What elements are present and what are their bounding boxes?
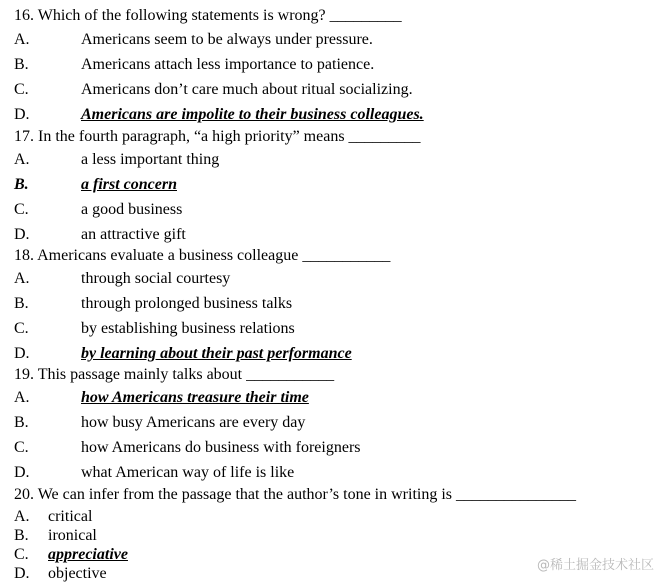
q16-option-a-text: Americans seem to be always under pressure. [81, 31, 373, 48]
q16-option-c-letter: C. [14, 81, 29, 98]
q17-option-c-letter: C. [14, 201, 29, 218]
q19-option-c-text: how Americans do business with foreigners [81, 439, 361, 456]
q16-option-b-letter: B. [14, 56, 29, 73]
q16-option-a-letter: A. [14, 31, 30, 48]
q17-option-d-letter: D. [14, 226, 30, 243]
q18-option-c-letter: C. [14, 320, 29, 337]
q16-option-c-text: Americans don’t care much about ritual socializing. [81, 81, 413, 98]
q20-option-a-text: critical [48, 508, 93, 525]
q20-option-b-text: ironical [48, 527, 97, 544]
q16-option-d-letter: D. [14, 106, 30, 123]
question-20-stem: 20. We can infer from the passage that the author’s tone in writing is _______________ [14, 486, 577, 503]
q19-option-d-letter: D. [14, 464, 30, 481]
q19-option-b-text: how busy Americans are every day [81, 414, 306, 431]
q17-option-d-text: an attractive gift [81, 226, 186, 243]
q18-answer-d-text: by learning about their past performance [81, 345, 352, 362]
q18-option-d-letter: D. [14, 345, 30, 362]
q19-option-a-letter: A. [14, 389, 30, 406]
q18-option-a-letter: A. [14, 270, 30, 287]
question-17-stem: 17. In the fourth paragraph, “a high priority” means _________ [14, 128, 421, 145]
q17-answer-b-text: a first concern [81, 176, 177, 193]
q18-option-b-text: through prolonged business talks [81, 295, 293, 312]
q20-option-d-letter: D. [14, 565, 30, 582]
q20-answer-c-text: appreciative [48, 546, 128, 563]
question-18-stem: 18. Americans evaluate a business colleague ___________ [14, 247, 391, 264]
q20-option-c-letter: C. [14, 546, 29, 563]
question-19-stem: 19. This passage mainly talks about ___________ [14, 366, 335, 383]
q19-option-d-text: what American way of life is like [81, 464, 295, 481]
q20-option-b-letter: B. [14, 527, 29, 544]
q20-option-d-text: objective [48, 565, 107, 582]
question-16-stem: 16. Which of the following statements is wrong? _________ [14, 7, 402, 24]
q20-option-a-letter: A. [14, 508, 30, 525]
q18-option-b-letter: B. [14, 295, 29, 312]
q18-option-a-text: through social courtesy [81, 270, 231, 287]
q19-answer-a-text: how Americans treasure their time [81, 389, 309, 406]
q17-option-c-text: a good business [81, 201, 183, 218]
watermark: @稀土掘金技术社区 [536, 558, 654, 573]
q17-option-a-text: a less important thing [81, 151, 220, 168]
q19-option-c-letter: C. [14, 439, 29, 456]
q19-option-b-letter: B. [14, 414, 29, 431]
q17-option-b-letter: B. [14, 176, 29, 193]
q18-option-c-text: by establishing business relations [81, 320, 295, 337]
q16-option-b-text: Americans attach less importance to patience. [81, 56, 375, 73]
q17-option-a-letter: A. [14, 151, 30, 168]
q16-answer-d-text: Americans are impolite to their business colleagues. [81, 106, 424, 123]
